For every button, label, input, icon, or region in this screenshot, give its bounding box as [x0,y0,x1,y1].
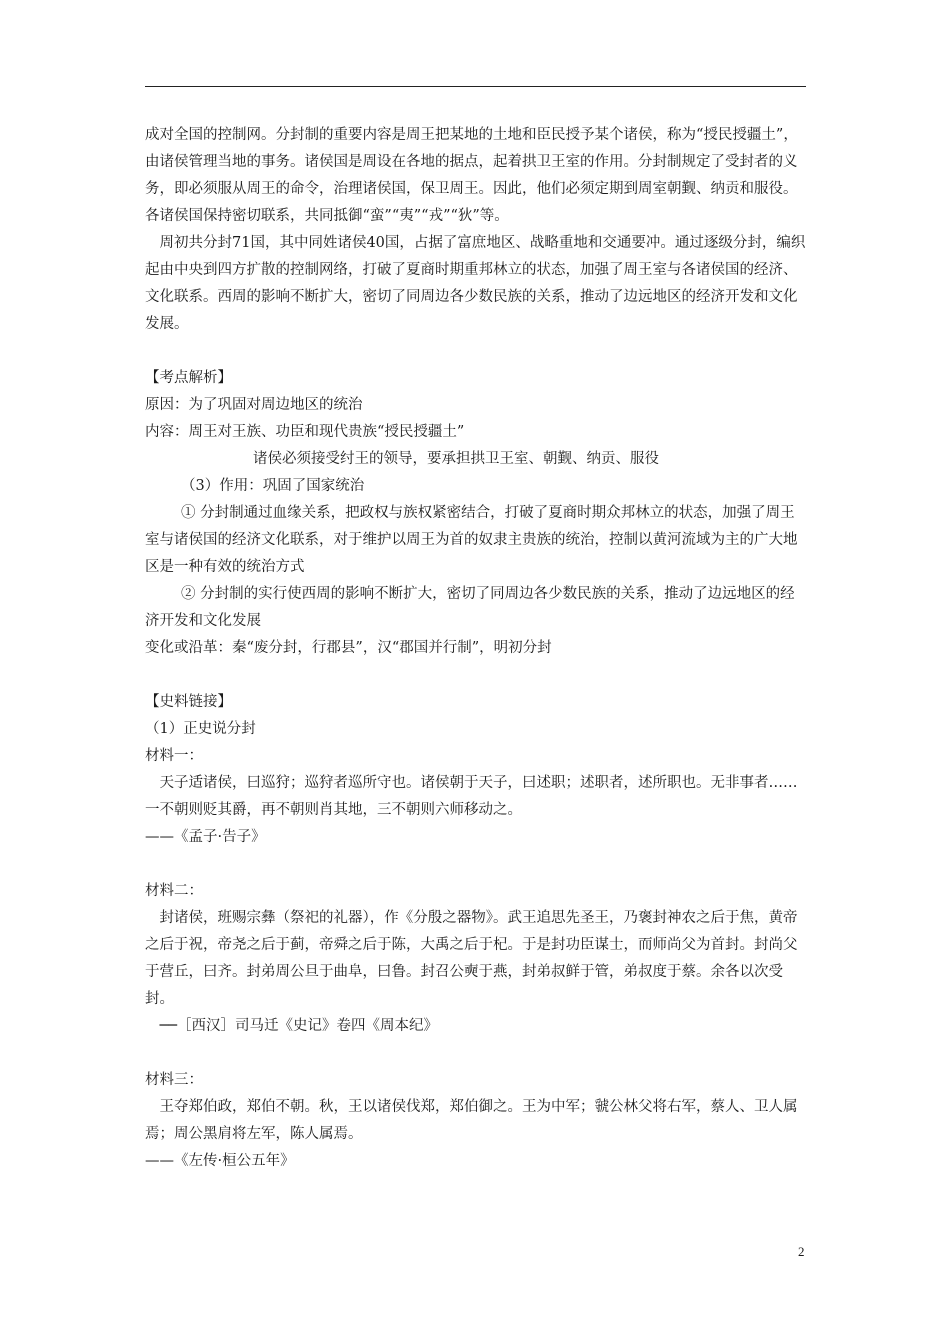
material-3-text: 王夺郑伯政，郑伯不朝。秋，王以诸侯伐郑，郑伯御之。王为中军；虢公林父将右军，蔡人、卫人属焉；周公黑肩将左军，陈人属焉。 [145,1099,798,1142]
material-3-source: ——《左传·桓公五年》 [145,1153,295,1169]
kaodian-heading: 【考点解析】 [145,370,232,386]
document-body [145,122,806,1175]
material-2-source: ──［西汉］司马迁《史记》卷四《周本纪》 [145,1018,438,1034]
header-rule [145,86,806,87]
content-line-2: 诸侯必须接受纣王的领导，要承担拱卫王室、朝觐、纳贡、服役 [253,451,659,467]
paragraph-1: 成对全国的控制网。分封制的重要内容是周王把某地的土地和臣民授予某个诸侯，称为“授民授疆土”，由诸侯管理当地的事务。诸侯国是周设在各地的据点，起着拱卫王室的作用。分封制规定了受封者的义务，即必须服从周王的命令，治理诸侯国，保卫周王。因此，他们必须定期到周室朝觐、纳贡和服役。各诸侯国保持密切联系，共同抵御“蛮”“夷”“戎”“狄”等。 [145,127,798,224]
material-1-label: 材料一： [145,748,203,764]
page-number: 2 [798,1244,805,1259]
content-line: 内容：周王对王族、功臣和现代贵族“授民授疆土” [145,424,465,440]
change-line: 变化或沿革：秦“废分封，行郡县”，汉“郡国并行制”，明初分封 [145,640,552,656]
material-1-source: ——《孟子·告子》 [145,829,266,845]
material-2-text: 封诸侯，班赐宗彝（祭祀的礼器），作《分殷之器物》。武王追思先圣王，乃褒封神农之后于焦，黄帝之后于祝，帝尧之后于蓟，帝舜之后于陈，大禹之后于杞。于是封功臣谋士，而师尚父为首封。封尚父于营丘，曰齐。封弟周公旦于曲阜，曰鲁。封召公奭于燕，封弟叔鲜于管，弟叔度于蔡。余各以次受封。 [145,910,798,1007]
subheading-1: （1）正史说分封 [145,721,256,737]
effect-2: ② 分封制的实行使西周的影响不断扩大，密切了同周边各少数民族的关系，推动了边远地区的经济开发和文化发展 [145,586,795,629]
material-1-text: 天子适诸侯，曰巡狩；巡狩者巡所守也。诸侯朝于天子，曰述职；述职者，述所职也。无非事者……一不朝则贬其爵，再不朝则肖其地，三不朝则六师移动之。 [145,775,798,818]
shiliao-heading: 【史料链接】 [145,694,232,710]
effect-1: ① 分封制通过血缘关系，把政权与族权紧密结合，打破了夏商时期众邦林立的状态，加强了周王室与诸侯国的经济文化联系，对于维护以周王为首的奴隶主贵族的统治，控制以黄河流域为主的广大地区是一种有效的统治方式 [145,505,798,575]
material-3-label: 材料三： [145,1072,203,1088]
reason-line: 原因：为了巩固对周边地区的统治 [145,397,363,413]
material-2-label: 材料二： [145,883,203,899]
effect-heading: （3）作用：巩固了国家统治 [181,478,365,494]
paragraph-2: 周初共分封71国，其中同姓诸侯40国，占据了富庶地区、战略重地和交通要冲。通过逐级分封，编织起由中央到四方扩散的控制网络，打破了夏商时期重邦林立的状态，加强了周王室与各诸侯国的经济、文化联系。西周的影响不断扩大，密切了同周边各少数民族的关系，推动了边远地区的经济开发和文化发展。 [145,235,806,332]
